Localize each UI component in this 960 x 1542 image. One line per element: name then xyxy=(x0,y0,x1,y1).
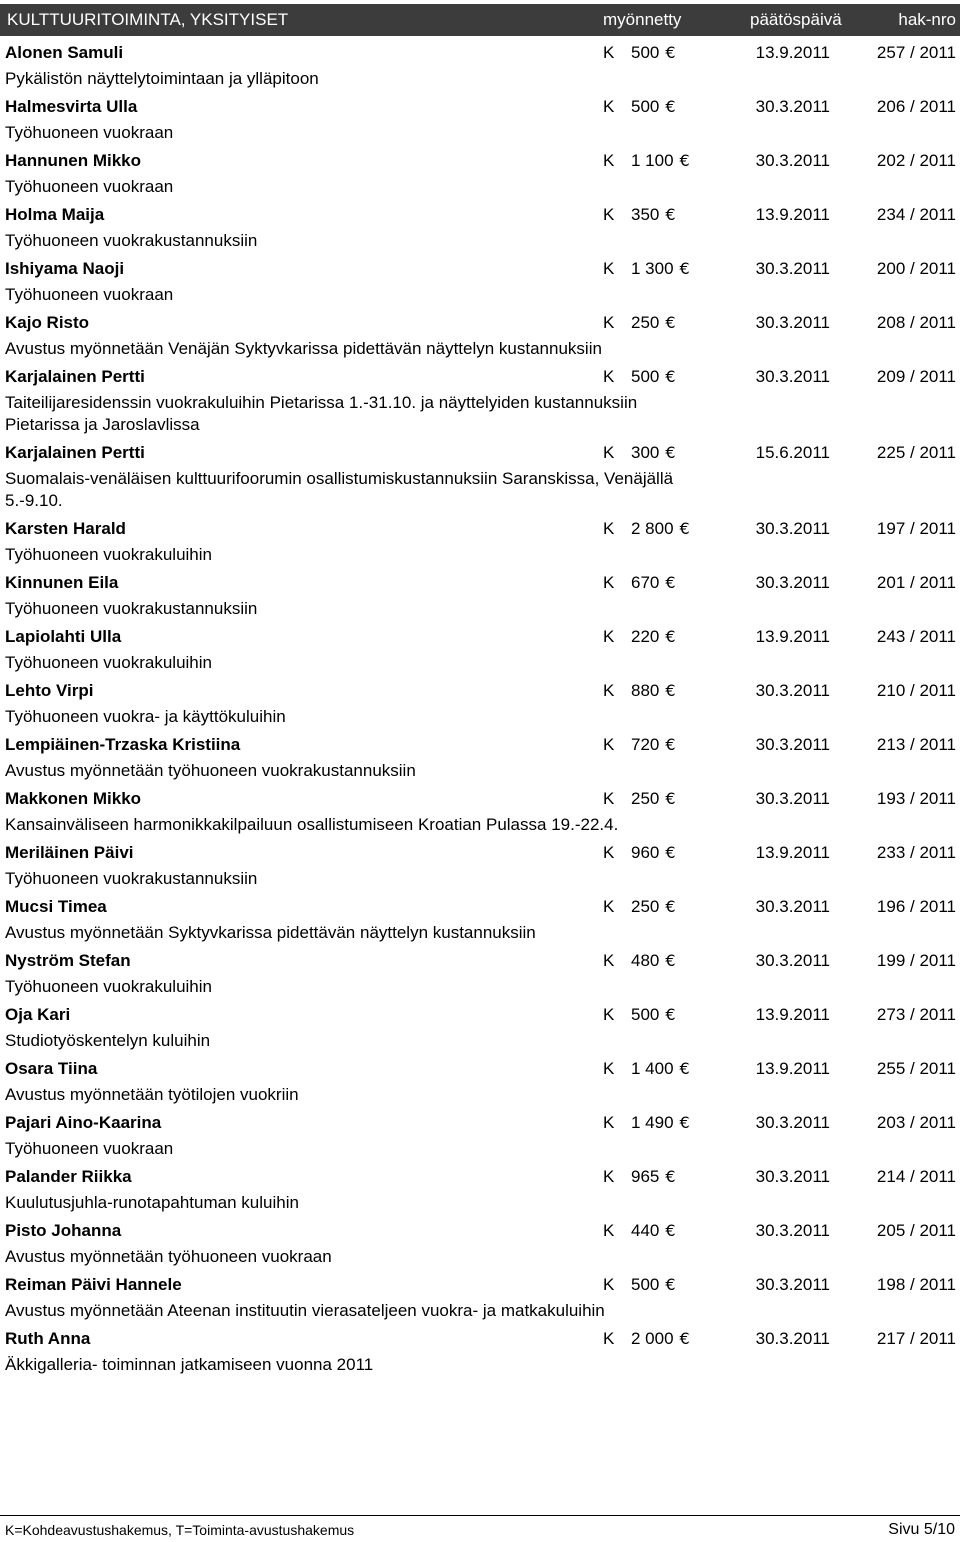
entry-summary-row xyxy=(0,1272,960,1300)
decision-date: 30.3.2011 xyxy=(755,367,830,386)
recipient-name: Lapiolahti Ulla xyxy=(5,627,122,646)
amount-value: 500 xyxy=(631,1275,660,1294)
entry-summary-row xyxy=(0,1056,960,1084)
granted-amount xyxy=(631,735,676,755)
reference-number: 199 / 2011 xyxy=(876,951,956,970)
grant-purpose: Kuulutusjuhla-runotapahtuman kuluihin xyxy=(5,1193,299,1212)
application-type: K xyxy=(603,681,615,700)
section-title: KULTTUURITOIMINTA, YKSITYISET xyxy=(7,10,289,29)
decision-date: 13.9.2011 xyxy=(755,43,830,62)
granted-amount xyxy=(631,681,676,701)
euro-symbol: € xyxy=(665,313,676,332)
application-type: K xyxy=(603,97,615,116)
grant-purpose: Työhuoneen vuokraan xyxy=(5,285,174,304)
application-type: K xyxy=(603,1113,615,1132)
application-type: K xyxy=(603,313,615,332)
reference-number: 217 / 2011 xyxy=(876,1329,956,1348)
granted-amount xyxy=(631,1113,690,1133)
euro-symbol: € xyxy=(665,735,676,754)
euro-symbol: € xyxy=(665,843,676,862)
list-item xyxy=(0,148,960,198)
entry-summary-row xyxy=(0,840,960,868)
amount-value: 220 xyxy=(631,627,660,646)
reference-number: 205 / 2011 xyxy=(876,1221,956,1240)
entry-summary-row xyxy=(0,1326,960,1354)
reference-number: 201 / 2011 xyxy=(876,573,956,592)
reference-number: 257 / 2011 xyxy=(876,43,956,62)
grant-purpose: Avustus myönnetään Venäjän Syktyvkarissa pidettävän näyttelyn kustannuksiin xyxy=(5,339,602,358)
recipient-name: Pajari Aino-Kaarina xyxy=(5,1113,162,1132)
grant-list xyxy=(0,40,960,1380)
grant-purpose: Avustus myönnetään työtilojen vuokriin xyxy=(5,1085,299,1104)
list-item xyxy=(0,624,960,674)
granted-amount xyxy=(631,43,676,63)
grant-purpose: Työhuoneen vuokraan xyxy=(5,1139,174,1158)
recipient-name: Halmesvirta Ulla xyxy=(5,97,138,116)
decision-date: 30.3.2011 xyxy=(755,573,830,592)
grant-purpose: Avustus myönnetään työhuoneen vuokrakustannuksiin xyxy=(5,761,416,780)
granted-amount xyxy=(631,313,676,333)
granted-amount xyxy=(631,843,676,863)
list-item xyxy=(0,40,960,90)
reference-number: 273 / 2011 xyxy=(876,1005,956,1024)
list-item xyxy=(0,516,960,566)
decision-date: 30.3.2011 xyxy=(755,897,830,916)
recipient-name: Oja Kari xyxy=(5,1005,71,1024)
footer-legend: K=Kohdeavustushakemus, T=Toiminta-avustushakemus xyxy=(5,1522,355,1538)
recipient-name: Karjalainen Pertti xyxy=(5,367,145,386)
granted-amount xyxy=(631,1005,676,1025)
decision-date: 30.3.2011 xyxy=(755,519,830,538)
recipient-name: Mucsi Timea xyxy=(5,897,107,916)
decision-date: 30.3.2011 xyxy=(755,259,830,278)
decision-date: 13.9.2011 xyxy=(755,627,830,646)
amount-value: 1 490 xyxy=(631,1113,674,1132)
euro-symbol: € xyxy=(665,1005,676,1024)
reference-number: 198 / 2011 xyxy=(876,1275,956,1294)
recipient-name: Pisto Johanna xyxy=(5,1221,122,1240)
euro-symbol: € xyxy=(679,1059,690,1078)
amount-value: 965 xyxy=(631,1167,660,1186)
euro-symbol: € xyxy=(665,681,676,700)
entry-summary-row xyxy=(0,516,960,544)
granted-amount xyxy=(631,951,676,971)
recipient-name: Meriläinen Päivi xyxy=(5,843,134,862)
granted-amount xyxy=(631,97,676,117)
grant-purpose: Työhuoneen vuokra- ja käyttökuluihin xyxy=(5,707,286,726)
table-header xyxy=(0,4,960,36)
grant-purpose: Pykälistön näyttelytoimintaan ja ylläpitoon xyxy=(5,69,319,88)
euro-symbol: € xyxy=(679,1113,690,1132)
granted-amount xyxy=(631,789,676,809)
recipient-name: Kajo Risto xyxy=(5,313,90,332)
euro-symbol: € xyxy=(665,1221,676,1240)
column-header-decision-date: päätöspäivä xyxy=(750,10,842,29)
amount-value: 500 xyxy=(631,367,660,386)
decision-date: 30.3.2011 xyxy=(755,313,830,332)
recipient-name: Osara Tiina xyxy=(5,1059,98,1078)
list-item xyxy=(0,364,960,436)
list-item xyxy=(0,310,960,360)
amount-value: 2 800 xyxy=(631,519,674,538)
application-type: K xyxy=(603,1167,615,1186)
entry-summary-row xyxy=(0,202,960,230)
amount-value: 480 xyxy=(631,951,660,970)
decision-date: 30.3.2011 xyxy=(755,1113,830,1132)
list-item xyxy=(0,1056,960,1106)
application-type: K xyxy=(603,1059,615,1078)
grant-purpose: Työhuoneen vuokrakuluihin xyxy=(5,545,212,564)
reference-number: 210 / 2011 xyxy=(876,681,956,700)
recipient-name: Hannunen Mikko xyxy=(5,151,142,170)
reference-number: 196 / 2011 xyxy=(876,897,956,916)
euro-symbol: € xyxy=(665,1167,676,1186)
entry-summary-row xyxy=(0,1218,960,1246)
entry-summary-row xyxy=(0,148,960,176)
reference-number: 206 / 2011 xyxy=(876,97,956,116)
grant-purpose: Avustus myönnetään Ateenan instituutin vierasateljeen vuokra- ja matkakuluihin xyxy=(5,1301,605,1320)
euro-symbol: € xyxy=(665,97,676,116)
decision-date: 30.3.2011 xyxy=(755,1275,830,1294)
entry-summary-row xyxy=(0,570,960,598)
granted-amount xyxy=(631,151,690,171)
grant-purpose: Suomalais-venäläisen kulttuurifoorumin osallistumiskustannuksiin Saranskissa, Venäjällä 5.-9.10. xyxy=(5,469,674,510)
reference-number: 202 / 2011 xyxy=(876,151,956,170)
grant-purpose: Kansainväliseen harmonikkakilpailuun osallistumiseen Kroatian Pulassa 19.-22.4. xyxy=(5,815,619,834)
amount-value: 250 xyxy=(631,789,660,808)
footer-divider xyxy=(0,1515,960,1516)
list-item xyxy=(0,94,960,144)
decision-date: 30.3.2011 xyxy=(755,1329,830,1348)
recipient-name: Reiman Päivi Hannele xyxy=(5,1275,182,1294)
entry-summary-row xyxy=(0,678,960,706)
application-type: K xyxy=(603,151,615,170)
list-item xyxy=(0,948,960,998)
grant-purpose: Äkkigalleria- toiminnan jatkamiseen vuonna 2011 xyxy=(5,1355,374,1374)
entry-summary-row xyxy=(0,1002,960,1030)
page-number: Sivu 5/10 xyxy=(888,1521,955,1538)
granted-amount xyxy=(631,205,676,225)
list-item xyxy=(0,1110,960,1160)
application-type: K xyxy=(603,627,615,646)
grant-purpose: Työhuoneen vuokraan xyxy=(5,123,174,142)
application-type: K xyxy=(603,951,615,970)
decision-date: 30.3.2011 xyxy=(755,1221,830,1240)
entry-summary-row xyxy=(0,256,960,284)
list-item xyxy=(0,1164,960,1214)
recipient-name: Lehto Virpi xyxy=(5,681,94,700)
entry-summary-row xyxy=(0,40,960,68)
entry-summary-row xyxy=(0,786,960,814)
amount-value: 1 300 xyxy=(631,259,674,278)
list-item xyxy=(0,1002,960,1052)
recipient-name: Lempiäinen-Trzaska Kristiina xyxy=(5,735,241,754)
grant-purpose: Studiotyöskentelyn kuluihin xyxy=(5,1031,211,1050)
euro-symbol: € xyxy=(665,627,676,646)
grant-purpose: Avustus myönnetään Syktyvkarissa pidettävän näyttelyn kustannuksiin xyxy=(5,923,536,942)
decision-date: 30.3.2011 xyxy=(755,97,830,116)
entry-summary-row xyxy=(0,894,960,922)
list-item xyxy=(0,256,960,306)
amount-value: 500 xyxy=(631,97,660,116)
decision-date: 15.6.2011 xyxy=(755,443,830,462)
entry-summary-row xyxy=(0,948,960,976)
list-item xyxy=(0,1326,960,1376)
reference-number: 208 / 2011 xyxy=(876,313,956,332)
recipient-name: Palander Riikka xyxy=(5,1167,132,1186)
granted-amount xyxy=(631,1167,676,1187)
entry-summary-row xyxy=(0,364,960,392)
amount-value: 880 xyxy=(631,681,660,700)
amount-value: 500 xyxy=(631,1005,660,1024)
entry-summary-row xyxy=(0,624,960,652)
decision-date: 30.3.2011 xyxy=(755,151,830,170)
granted-amount xyxy=(631,897,676,917)
decision-date: 30.3.2011 xyxy=(755,681,830,700)
list-item xyxy=(0,732,960,782)
list-item xyxy=(0,570,960,620)
entry-summary-row xyxy=(0,732,960,760)
reference-number: 243 / 2011 xyxy=(876,627,956,646)
reference-number: 209 / 2011 xyxy=(876,367,956,386)
decision-date: 30.3.2011 xyxy=(755,735,830,754)
application-type: K xyxy=(603,897,615,916)
application-type: K xyxy=(603,1005,615,1024)
euro-symbol: € xyxy=(665,573,676,592)
application-type: K xyxy=(603,789,615,808)
reference-number: 213 / 2011 xyxy=(876,735,956,754)
granted-amount xyxy=(631,259,690,279)
reference-number: 193 / 2011 xyxy=(876,789,956,808)
amount-value: 440 xyxy=(631,1221,660,1240)
column-header-reference: hak-nro xyxy=(898,10,956,29)
reference-number: 197 / 2011 xyxy=(876,519,956,538)
amount-value: 1 400 xyxy=(631,1059,674,1078)
application-type: K xyxy=(603,573,615,592)
application-type: K xyxy=(603,367,615,386)
amount-value: 720 xyxy=(631,735,660,754)
decision-date: 13.9.2011 xyxy=(755,1005,830,1024)
grant-purpose: Työhuoneen vuokrakustannuksiin xyxy=(5,231,258,250)
list-item xyxy=(0,1218,960,1268)
granted-amount xyxy=(631,1221,676,1241)
reference-number: 214 / 2011 xyxy=(876,1167,956,1186)
recipient-name: Ishiyama Naoji xyxy=(5,259,125,278)
list-item xyxy=(0,202,960,252)
reference-number: 203 / 2011 xyxy=(876,1113,956,1132)
decision-date: 13.9.2011 xyxy=(755,1059,830,1078)
reference-number: 234 / 2011 xyxy=(876,205,956,224)
granted-amount xyxy=(631,443,676,463)
reference-number: 255 / 2011 xyxy=(876,1059,956,1078)
recipient-name: Makkonen Mikko xyxy=(5,789,142,808)
granted-amount xyxy=(631,627,676,647)
list-item xyxy=(0,1272,960,1322)
application-type: K xyxy=(603,43,615,62)
euro-symbol: € xyxy=(665,951,676,970)
granted-amount xyxy=(631,1329,690,1349)
decision-date: 13.9.2011 xyxy=(755,205,830,224)
decision-date: 30.3.2011 xyxy=(755,951,830,970)
granted-amount xyxy=(631,519,690,539)
recipient-name: Alonen Samuli xyxy=(5,43,124,62)
amount-value: 2 000 xyxy=(631,1329,674,1348)
euro-symbol: € xyxy=(665,205,676,224)
amount-value: 670 xyxy=(631,573,660,592)
granted-amount xyxy=(631,367,676,387)
reference-number: 233 / 2011 xyxy=(876,843,956,862)
grant-purpose: Työhuoneen vuokraan xyxy=(5,177,174,196)
euro-symbol: € xyxy=(665,367,676,386)
entry-summary-row xyxy=(0,440,960,468)
decision-date: 30.3.2011 xyxy=(755,789,830,808)
amount-value: 500 xyxy=(631,43,660,62)
recipient-name: Karjalainen Pertti xyxy=(5,443,145,462)
amount-value: 250 xyxy=(631,897,660,916)
euro-symbol: € xyxy=(665,1275,676,1294)
euro-symbol: € xyxy=(665,897,676,916)
decision-date: 13.9.2011 xyxy=(755,843,830,862)
granted-amount xyxy=(631,1059,690,1079)
entry-summary-row xyxy=(0,1110,960,1138)
granted-amount xyxy=(631,573,676,593)
recipient-name: Nyström Stefan xyxy=(5,951,131,970)
amount-value: 350 xyxy=(631,205,660,224)
recipient-name: Ruth Anna xyxy=(5,1329,91,1348)
grant-purpose: Työhuoneen vuokrakuluihin xyxy=(5,977,212,996)
grant-purpose: Taiteilijaresidenssin vuokrakuluihin Pietarissa 1.-31.10. ja näyttelyiden kustannuksiin Pietarissa ja Jaroslavlissa xyxy=(5,393,638,434)
application-type: K xyxy=(603,205,615,224)
list-item xyxy=(0,786,960,836)
euro-symbol: € xyxy=(665,43,676,62)
euro-symbol: € xyxy=(679,259,690,278)
application-type: K xyxy=(603,735,615,754)
list-item xyxy=(0,678,960,728)
list-item xyxy=(0,894,960,944)
application-type: K xyxy=(603,259,615,278)
amount-value: 960 xyxy=(631,843,660,862)
amount-value: 250 xyxy=(631,313,660,332)
list-item xyxy=(0,840,960,890)
application-type: K xyxy=(603,1275,615,1294)
application-type: K xyxy=(603,519,615,538)
recipient-name: Kinnunen Eila xyxy=(5,573,119,592)
euro-symbol: € xyxy=(679,1329,690,1348)
recipient-name: Karsten Harald xyxy=(5,519,126,538)
column-header-granted: myönnetty xyxy=(603,10,682,29)
entry-summary-row xyxy=(0,1164,960,1192)
list-item xyxy=(0,440,960,512)
recipient-name: Holma Maija xyxy=(5,205,105,224)
decision-date: 30.3.2011 xyxy=(755,1167,830,1186)
amount-value: 1 100 xyxy=(631,151,674,170)
application-type: K xyxy=(603,1329,615,1348)
euro-symbol: € xyxy=(679,151,690,170)
entry-summary-row xyxy=(0,94,960,122)
grant-purpose: Työhuoneen vuokrakustannuksiin xyxy=(5,869,258,888)
grant-purpose: Työhuoneen vuokrakuluihin xyxy=(5,653,212,672)
reference-number: 200 / 2011 xyxy=(876,259,956,278)
amount-value: 300 xyxy=(631,443,660,462)
euro-symbol: € xyxy=(665,443,676,462)
application-type: K xyxy=(603,443,615,462)
euro-symbol: € xyxy=(665,789,676,808)
granted-amount xyxy=(631,1275,676,1295)
grant-purpose: Avustus myönnetään työhuoneen vuokraan xyxy=(5,1247,332,1266)
euro-symbol: € xyxy=(679,519,690,538)
application-type: K xyxy=(603,843,615,862)
application-type: K xyxy=(603,1221,615,1240)
entry-summary-row xyxy=(0,310,960,338)
reference-number: 225 / 2011 xyxy=(876,443,956,462)
grant-purpose: Työhuoneen vuokrakustannuksiin xyxy=(5,599,258,618)
